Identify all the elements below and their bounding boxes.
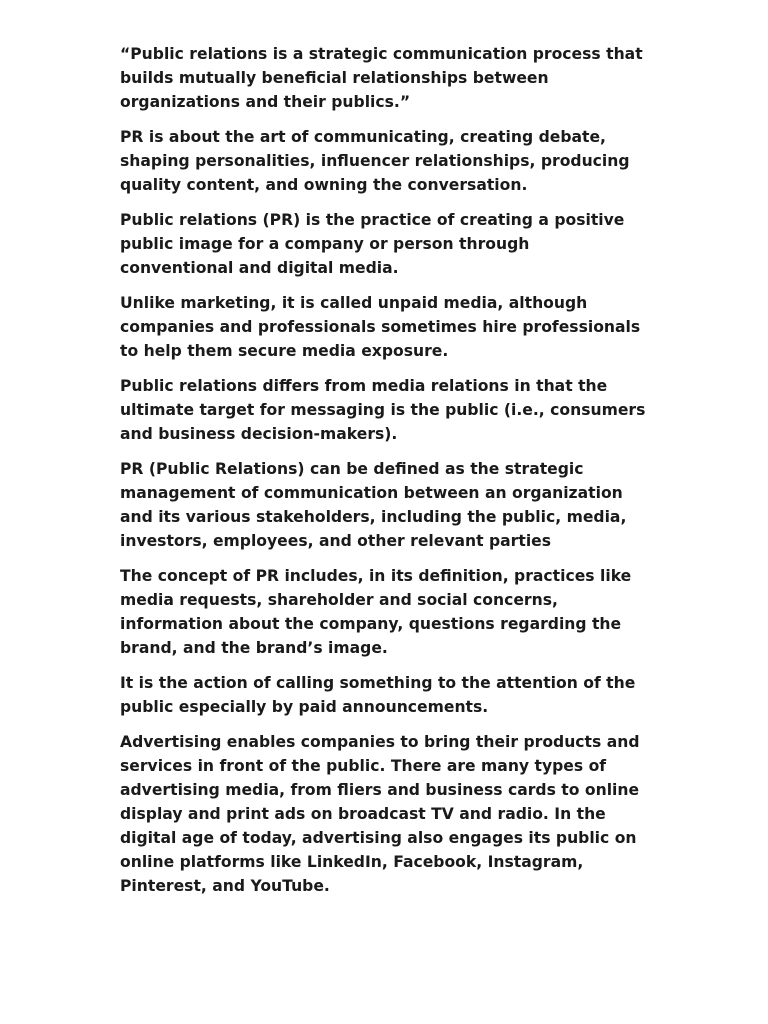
paragraph-6: PR (Public Relations) can be defined as the strategic management of communication between an organization and its various stakeholders, including the public, media, investors, employees, and other relevant parties <box>120 460 627 550</box>
paragraph-3: Public relations (PR) is the practice of creating a positive public image for a company or person through conventional and digital media. <box>120 211 625 277</box>
paragraph-7: The concept of PR includes, in its definition, practices like media requests, shareholder and social concerns, information about the company, questions regarding the brand, and the brand’s image. <box>120 567 632 657</box>
document-body <box>120 42 648 909</box>
paragraph-9: Advertising enables companies to bring their products and services in front of the public. There are many types of advertising media, from fliers and business cards to online display and print ads on broadcast TV and radio. In the digital age of today, advertising also engages its public on online platforms like LinkedIn, Facebook, Instagram, Pinterest, and YouTube. <box>120 733 640 895</box>
paragraph-8: It is the action of calling something to the attention of the public especially by paid announcements. <box>120 674 636 716</box>
paragraph-4: Unlike marketing, it is called unpaid media, although companies and professionals sometimes hire professionals to help them secure media exposure. <box>120 294 641 360</box>
paragraph-1: “Public relations is a strategic communication process that builds mutually beneficial relationships between organizations and their publics.” <box>120 45 643 111</box>
paragraph-2: PR is about the art of communicating, creating debate, shaping personalities, influencer relationships, producing quality content, and owning the conversation. <box>120 128 630 194</box>
paragraph-5: Public relations differs from media relations in that the ultimate target for messaging is the public (i.e., consumers and business decision-makers). <box>120 377 646 443</box>
